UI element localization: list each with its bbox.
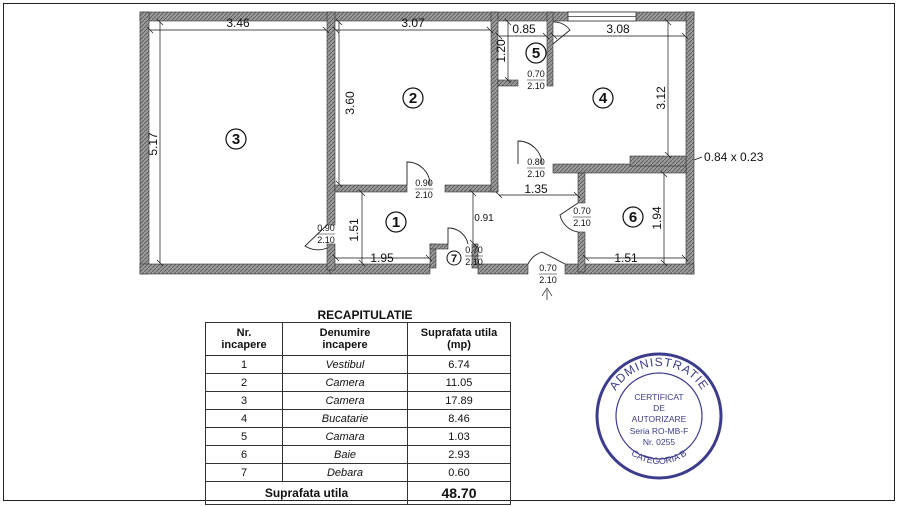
- row-nr: 7: [206, 464, 283, 482]
- stamp-arc-top-text: ADMINISTRATIE: [606, 354, 712, 393]
- dim-room2-width: 3.07: [401, 16, 425, 30]
- header-area-line2: (mp): [447, 339, 471, 351]
- door-room2-height: 2.10: [415, 190, 433, 200]
- row-name: Vestibul: [283, 356, 408, 374]
- table-row: [206, 428, 511, 446]
- door-entrance-height: 2.10: [539, 275, 557, 285]
- table-row: [206, 392, 511, 410]
- dim-room3-width: 3.46: [226, 16, 250, 30]
- total-label: Suprafata utila: [206, 482, 408, 505]
- dim-room5-height: 1.20: [494, 39, 508, 63]
- table-row: [206, 410, 511, 428]
- row-name: Baie: [283, 446, 408, 464]
- stamp-line3: AUTORIZARE: [631, 414, 687, 424]
- door-room7-height: 2.10: [465, 257, 483, 267]
- room-markers: [226, 43, 643, 265]
- total-value: 48.70: [408, 482, 511, 505]
- row-name: Camera: [283, 392, 408, 410]
- stamp-arc-bottom-text: CATEGORIA B: [629, 447, 689, 467]
- door-room5-height: 2.10: [527, 81, 545, 91]
- authorization-stamp: [595, 352, 723, 480]
- row-area: 6.74: [408, 356, 511, 374]
- room-4-number: 4: [598, 90, 608, 107]
- stamp-line5: Nr. 0255: [642, 437, 676, 447]
- walls: [140, 12, 694, 274]
- row-nr: 2: [206, 374, 283, 392]
- door-room4-height: 2.10: [527, 169, 545, 179]
- room-1-number: 1: [391, 214, 401, 231]
- row-area: 11.05: [408, 374, 511, 392]
- recap-title: RECAPITULATIE: [317, 308, 413, 322]
- door-room5-width: 0.70: [527, 69, 545, 79]
- door-room6-height: 2.10: [573, 218, 591, 228]
- room-3-number: 3: [231, 131, 241, 148]
- row-area: 2.93: [408, 446, 511, 464]
- row-nr: 4: [206, 410, 283, 428]
- row-nr: 1: [206, 356, 283, 374]
- door-room6-width: 0.70: [573, 206, 591, 216]
- dim-hall-gap: 0.91: [474, 213, 494, 224]
- dim-room6-width: 1.51: [614, 251, 638, 265]
- door-room3-width: 0.90: [317, 223, 335, 233]
- recap-header-row: [206, 323, 511, 356]
- dim-window-size: 0.84 x 0.23: [704, 150, 764, 164]
- row-name: Camera: [283, 374, 408, 392]
- dim-hall-width: 1.35: [524, 182, 548, 196]
- row-name: Debara: [283, 464, 408, 482]
- dim-room1-height: 1.51: [347, 218, 361, 242]
- total-row: [206, 482, 511, 505]
- dim-room4-width: 3.08: [606, 22, 630, 36]
- recap-table: [205, 322, 511, 505]
- room-2-number: 2: [408, 90, 418, 107]
- header-nr-line1: Nr.: [236, 327, 252, 339]
- stamp-arc-bottom: [630, 448, 689, 466]
- table-row: [206, 464, 511, 482]
- dim-room6-height: 1.94: [650, 206, 664, 230]
- door-room4-width: 0.80: [527, 157, 545, 167]
- header-nr-line2: incapere: [221, 339, 267, 351]
- row-area: 1.03: [408, 428, 511, 446]
- row-area: 8.46: [408, 410, 511, 428]
- header-area-line1: Suprafata utila: [420, 327, 498, 339]
- header-name-line2: incapere: [322, 339, 368, 351]
- dim-room1-width: 1.95: [370, 251, 394, 265]
- row-name: Bucatarie: [283, 410, 408, 428]
- stamp-line1: CERTIFICAT: [634, 392, 684, 402]
- header-name: [283, 323, 408, 356]
- dim-room4-height: 3.12: [654, 86, 668, 110]
- door-room2-width: 0.90: [415, 178, 433, 188]
- door-entrance-width: 0.70: [539, 263, 557, 273]
- door-room7-width: 0.70: [465, 245, 483, 255]
- row-nr: 5: [206, 428, 283, 446]
- header-area: [408, 323, 511, 356]
- dim-room3-height: 5.17: [146, 132, 160, 156]
- header-name-line1: Denumire: [319, 327, 371, 339]
- dim-room5-width: 0.85: [512, 22, 536, 36]
- row-area: 0.60: [408, 464, 511, 482]
- table-row: [206, 374, 511, 392]
- row-area: 17.89: [408, 392, 511, 410]
- row-nr: 6: [206, 446, 283, 464]
- room-6-number: 6: [628, 209, 638, 226]
- door-room3-height: 2.10: [317, 235, 335, 245]
- window: [568, 12, 636, 21]
- room-7-number: 7: [450, 253, 458, 265]
- dim-room2-height: 3.60: [343, 91, 357, 115]
- stamp-line2: DE: [653, 403, 665, 413]
- row-nr: 3: [206, 392, 283, 410]
- table-row: [206, 446, 511, 464]
- stamp-line4: Seria RO-MB-F: [629, 426, 689, 436]
- row-name: Camara: [283, 428, 408, 446]
- room-5-number: 5: [531, 45, 541, 62]
- table-row: [206, 356, 511, 374]
- header-nr: [206, 323, 283, 356]
- stamp-arc-top: [606, 355, 711, 393]
